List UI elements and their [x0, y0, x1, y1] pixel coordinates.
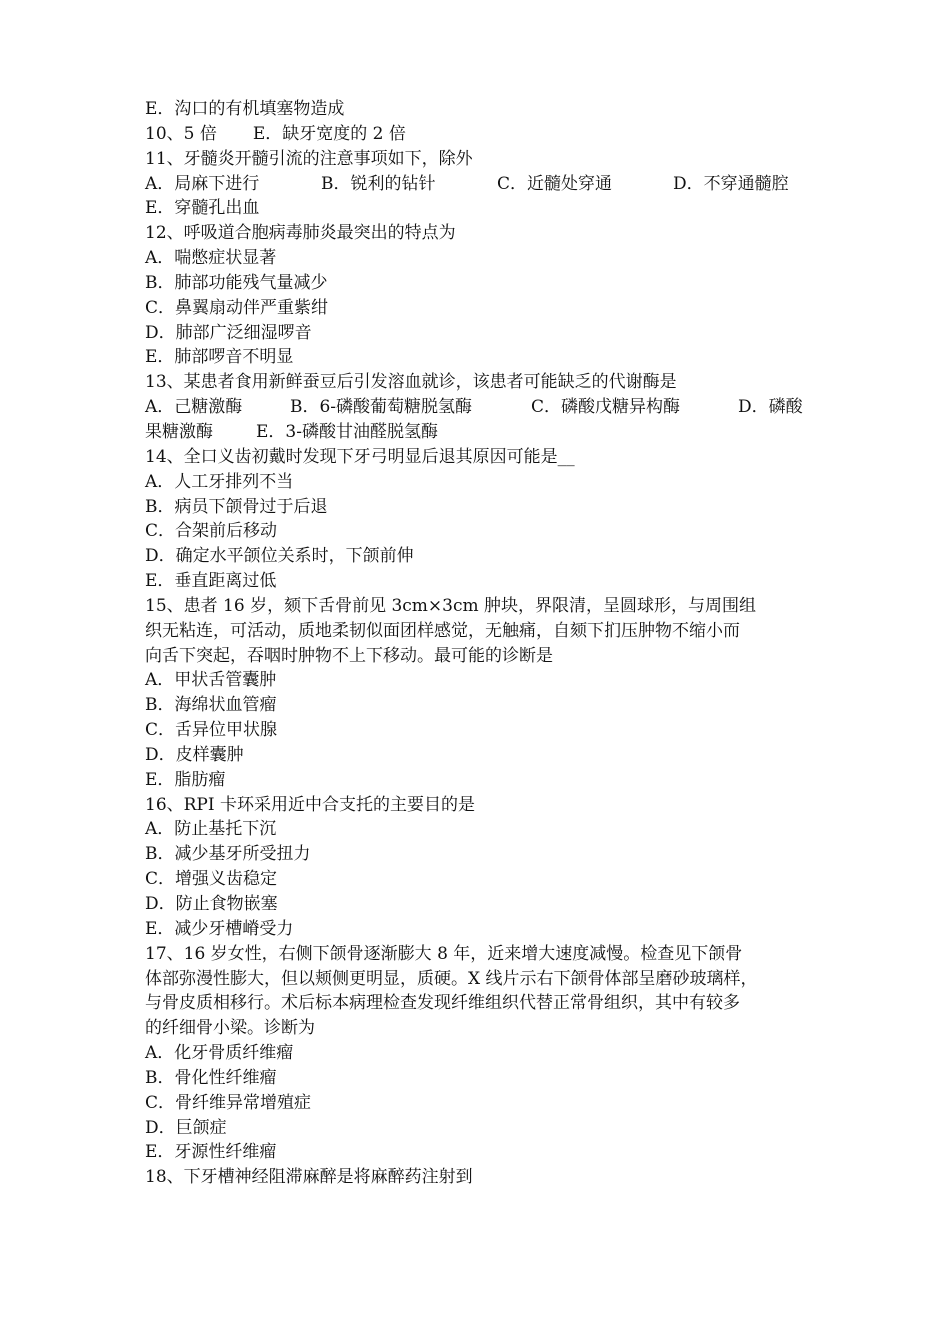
option-d-continued: 果糖激酶	[145, 421, 213, 442]
question-17-continued: 与骨皮质相移行。术后标本病理检查发现纤维组织代替正常骨组织，其中有较多	[145, 993, 740, 1014]
option-e: E．减少牙槽嵴受力	[145, 918, 294, 939]
option-c: C．骨纤维异常增殖症	[145, 1092, 312, 1113]
option-d: D．肺部广泛细湿啰音	[145, 322, 312, 343]
option-e: E．3-磷酸甘油醛脱氢酶	[256, 421, 438, 442]
option-c: C．近髓处穿通	[497, 173, 613, 194]
options-line	[145, 172, 810, 197]
option-d: D．不穿通髓腔	[673, 173, 789, 194]
option-b: B．减少基牙所受扭力	[145, 844, 311, 865]
option-d: D．巨颌症	[145, 1117, 227, 1138]
option-b: B．6-磷酸葡萄糖脱氢酶	[290, 397, 473, 418]
option-e: E．脂肪瘤	[145, 769, 226, 790]
option-d: D．确定水平颌位关系时，下颌前伸	[145, 546, 414, 567]
question-18: 18、下牙槽神经阻滞麻醉是将麻醉药注射到	[145, 1167, 473, 1188]
question-11: 11、牙髓炎开髓引流的注意事项如下，除外	[145, 148, 473, 169]
option-d: D．磷酸	[738, 397, 803, 418]
option-c: C．磷酸戊糖异构酶	[531, 397, 681, 418]
option-e: E．肺部啰音不明显	[145, 347, 294, 368]
question-15: 15、患者 16 岁，颏下舌骨前见 3cm×3cm 肿块，界限清，呈圆球形，与周围组	[145, 595, 757, 616]
option-b: B．海绵状血管瘤	[145, 695, 277, 716]
option-c: C．舌异位甲状腺	[145, 720, 278, 741]
option-b: B．锐利的钻针	[321, 173, 436, 194]
question-16: 16、RPI 卡环采用近中合支托的主要目的是	[145, 794, 475, 815]
answer-text: 10、5 倍	[145, 123, 217, 144]
option-a: A．甲状舌管囊肿	[145, 670, 277, 691]
option-d: D．防止食物嵌塞	[145, 894, 278, 914]
option-c: C．增强义齿稳定	[145, 869, 278, 890]
question-12: 12、呼吸道合胞病毒肺炎最突出的特点为	[145, 223, 456, 244]
question-15-continued: 织无粘连，可活动，质地柔韧似面团样感觉，无触痛，自颏下扪压肿物不缩小而	[145, 620, 740, 641]
option-e: E．垂直距离过低	[145, 571, 277, 592]
options-line	[145, 395, 810, 420]
question-14: 14、全口义齿初戴时发现下牙弓明显后退其原因可能是__	[145, 446, 575, 467]
question-17: 17、16 岁女性，右侧下颌骨逐渐膨大 8 年，近来增大速度减慢。检查见下颌骨	[145, 943, 743, 964]
question-15-continued: 向舌下突起，吞咽时肿物不上下移动。最可能的诊断是	[145, 645, 553, 666]
answer-option: E．缺牙宽度的 2 倍	[252, 123, 406, 144]
option-e: E．穿髓孔出血	[145, 198, 260, 219]
option-d: D．皮样囊肿	[145, 744, 244, 765]
option-a: A．局麻下进行	[145, 173, 260, 194]
option-a: A．化牙骨质纤维瘤	[145, 1043, 294, 1064]
option-e: E．牙源性纤维瘤	[145, 1142, 277, 1163]
option-b: B．骨化性纤维瘤	[145, 1067, 277, 1088]
question-17-continued: 的纤细骨小梁。诊断为	[145, 1018, 315, 1039]
question-17-continued: 体部弥漫性膨大，但以颊侧更明显，质硬。X 线片示右下颌骨体部呈磨砂玻璃样，	[145, 968, 758, 989]
options-line	[145, 420, 810, 445]
option-a: A．己糖激酶	[145, 397, 243, 418]
text-line: E．沟口的有机填塞物造成	[145, 99, 345, 119]
option-b: B．病员下颌骨过于后退	[145, 496, 328, 517]
option-a: A．人工牙排列不当	[145, 471, 294, 492]
option-c: C．合架前后移动	[145, 521, 278, 542]
question-13: 13、某患者食用新鲜蚕豆后引发溶血就诊，该患者可能缺乏的代谢酶是	[145, 372, 677, 393]
option-a: A．喘憋症状显著	[145, 248, 277, 269]
option-b: B．肺部功能残气量减少	[145, 272, 328, 293]
document-page	[145, 97, 810, 1190]
option-a: A．防止基托下沉	[145, 819, 277, 840]
option-c: C．鼻翼扇动伴严重紫绀	[145, 297, 329, 318]
answer-line	[145, 122, 810, 147]
